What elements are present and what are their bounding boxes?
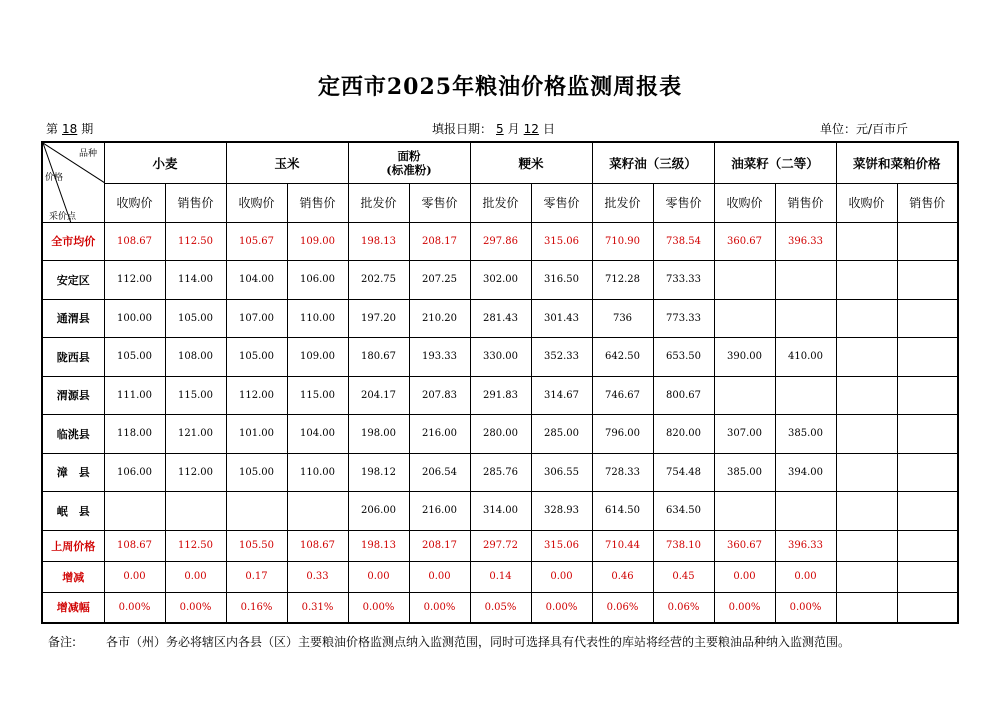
price-cell: 105.00 <box>226 338 287 377</box>
price-cell: 0.00 <box>409 561 470 592</box>
price-cell: 315.06 <box>531 530 592 561</box>
price-cell: 198.12 <box>348 453 409 492</box>
price-cell: 180.67 <box>348 338 409 377</box>
price-cell: 0.00% <box>104 592 165 623</box>
price-cell: 118.00 <box>104 415 165 454</box>
price-cell: 216.00 <box>409 415 470 454</box>
price-cell: 105.67 <box>226 222 287 261</box>
row-label: 增减 <box>42 561 104 592</box>
price-cell: 104.00 <box>226 261 287 300</box>
price-cell: 281.43 <box>470 299 531 338</box>
price-cell: 198.00 <box>348 415 409 454</box>
price-cell: 396.33 <box>775 530 836 561</box>
group-subname: (标准粉) <box>386 162 432 177</box>
group-header: 菜饼和菜粕价格 <box>836 142 958 183</box>
price-cell: 207.25 <box>409 261 470 300</box>
price-cell <box>775 376 836 415</box>
price-cell: 728.33 <box>592 453 653 492</box>
price-cell: 800.67 <box>653 376 714 415</box>
price-cell: 105.00 <box>104 338 165 377</box>
price-cell: 390.00 <box>714 338 775 377</box>
price-cell: 712.28 <box>592 261 653 300</box>
price-cell: 115.00 <box>165 376 226 415</box>
table-row <box>42 415 958 454</box>
price-cell: 0.00 <box>775 561 836 592</box>
group-header: 粳米 <box>470 142 592 183</box>
price-cell: 112.00 <box>165 453 226 492</box>
price-cell: 0.16% <box>226 592 287 623</box>
price-cell: 112.50 <box>165 530 226 561</box>
price-type-header: 批发价 <box>592 183 653 222</box>
group-header-row <box>42 142 958 183</box>
price-cell <box>775 299 836 338</box>
price-cell: 0.00% <box>531 592 592 623</box>
price-cell <box>897 530 958 561</box>
price-cell: 104.00 <box>287 415 348 454</box>
price-cell <box>897 492 958 531</box>
price-cell: 314.67 <box>531 376 592 415</box>
price-cell: 111.00 <box>104 376 165 415</box>
table-row <box>42 376 958 415</box>
price-cell <box>897 299 958 338</box>
price-cell: 653.50 <box>653 338 714 377</box>
price-cell <box>897 338 958 377</box>
price-cell: 107.00 <box>226 299 287 338</box>
date-month-char: 月 <box>507 122 520 136</box>
price-cell: 112.00 <box>226 376 287 415</box>
price-cell: 396.33 <box>775 222 836 261</box>
price-cell: 206.54 <box>409 453 470 492</box>
footnote-label: 备注: <box>48 635 77 649</box>
price-cell: 112.50 <box>165 222 226 261</box>
price-cell: 634.50 <box>653 492 714 531</box>
table-row <box>42 530 958 561</box>
price-cell: 210.20 <box>409 299 470 338</box>
price-cell <box>775 261 836 300</box>
corner-mid-label: 价格 <box>45 173 64 183</box>
date-day-char: 日 <box>542 122 555 136</box>
price-cell: 796.00 <box>592 415 653 454</box>
price-table <box>41 141 959 624</box>
period-suffix: 期 <box>81 122 94 136</box>
price-cell: 106.00 <box>287 261 348 300</box>
price-cell <box>836 338 897 377</box>
price-type-header: 销售价 <box>897 183 958 222</box>
price-cell: 208.17 <box>409 530 470 561</box>
price-cell <box>897 592 958 623</box>
price-cell: 302.00 <box>470 261 531 300</box>
price-cell: 106.00 <box>104 453 165 492</box>
price-cell: 0.46 <box>592 561 653 592</box>
price-cell: 105.00 <box>165 299 226 338</box>
price-cell: 315.06 <box>531 222 592 261</box>
price-cell <box>836 415 897 454</box>
price-type-header: 零售价 <box>531 183 592 222</box>
price-cell <box>836 222 897 261</box>
price-cell: 738.10 <box>653 530 714 561</box>
price-cell <box>165 492 226 531</box>
price-cell: 0.33 <box>287 561 348 592</box>
row-label: 岷 县 <box>42 492 104 531</box>
date-month: 5 <box>496 122 504 136</box>
price-cell <box>897 222 958 261</box>
corner-header <box>42 142 104 222</box>
price-cell: 0.00% <box>409 592 470 623</box>
price-cell: 301.43 <box>531 299 592 338</box>
price-type-header: 批发价 <box>348 183 409 222</box>
price-cell: 0.06% <box>592 592 653 623</box>
row-label: 通渭县 <box>42 299 104 338</box>
report-title: 定西市2025年粮油价格监测周报表 <box>317 74 683 100</box>
price-cell <box>104 492 165 531</box>
fill-date <box>432 120 555 137</box>
price-cell: 297.72 <box>470 530 531 561</box>
price-cell: 0.00 <box>714 561 775 592</box>
price-cell: 193.33 <box>409 338 470 377</box>
price-cell: 773.33 <box>653 299 714 338</box>
price-cell: 820.00 <box>653 415 714 454</box>
group-header: 油菜籽（二等） <box>714 142 836 183</box>
subheader-row <box>42 183 958 222</box>
price-cell: 108.67 <box>104 222 165 261</box>
price-type-header: 零售价 <box>409 183 470 222</box>
price-cell: 206.00 <box>348 492 409 531</box>
price-cell: 198.13 <box>348 222 409 261</box>
price-cell: 100.00 <box>104 299 165 338</box>
price-cell <box>836 299 897 338</box>
price-cell: 385.00 <box>775 415 836 454</box>
price-cell: 642.50 <box>592 338 653 377</box>
price-cell: 105.00 <box>226 453 287 492</box>
price-cell <box>714 376 775 415</box>
price-cell: 0.00% <box>714 592 775 623</box>
date-day: 12 <box>523 122 539 136</box>
price-type-header: 收购价 <box>104 183 165 222</box>
price-cell: 736 <box>592 299 653 338</box>
price-cell: 112.00 <box>104 261 165 300</box>
price-cell: 710.44 <box>592 530 653 561</box>
table-row <box>42 261 958 300</box>
price-cell <box>836 492 897 531</box>
price-cell: 410.00 <box>775 338 836 377</box>
table-row <box>42 338 958 377</box>
price-cell: 0.45 <box>653 561 714 592</box>
price-cell: 0.00 <box>348 561 409 592</box>
price-cell <box>714 261 775 300</box>
table-row <box>42 453 958 492</box>
price-type-header: 收购价 <box>714 183 775 222</box>
row-label: 增减幅 <box>42 592 104 623</box>
corner-top-label: 品种 <box>79 149 98 159</box>
price-cell: 110.00 <box>287 453 348 492</box>
table-row <box>42 492 958 531</box>
price-cell: 0.06% <box>653 592 714 623</box>
period-value: 18 <box>62 122 78 136</box>
price-cell: 0.00% <box>348 592 409 623</box>
price-cell <box>836 376 897 415</box>
price-cell <box>836 261 897 300</box>
price-cell: 738.54 <box>653 222 714 261</box>
price-cell: 297.86 <box>470 222 531 261</box>
price-cell <box>714 299 775 338</box>
price-cell: 216.00 <box>409 492 470 531</box>
price-cell <box>714 492 775 531</box>
price-cell: 352.33 <box>531 338 592 377</box>
price-cell <box>836 561 897 592</box>
price-cell: 0.00 <box>165 561 226 592</box>
price-cell <box>836 530 897 561</box>
price-cell: 360.67 <box>714 222 775 261</box>
price-cell <box>897 415 958 454</box>
price-cell: 394.00 <box>775 453 836 492</box>
price-cell: 108.00 <box>165 338 226 377</box>
price-cell: 109.00 <box>287 222 348 261</box>
price-cell <box>897 561 958 592</box>
price-cell: 110.00 <box>287 299 348 338</box>
price-cell <box>226 492 287 531</box>
table-row <box>42 561 958 592</box>
corner-bottom-label: 采价点 <box>49 212 77 222</box>
table-row <box>42 222 958 261</box>
table-row <box>42 299 958 338</box>
price-cell: 0.00 <box>104 561 165 592</box>
price-cell: 109.00 <box>287 338 348 377</box>
unit-label: 单位：元/百市斤 <box>820 122 909 136</box>
price-cell: 0.00 <box>531 561 592 592</box>
price-cell <box>897 453 958 492</box>
price-cell: 121.00 <box>165 415 226 454</box>
price-cell <box>897 261 958 300</box>
price-cell: 114.00 <box>165 261 226 300</box>
group-header <box>348 142 470 183</box>
price-cell: 328.93 <box>531 492 592 531</box>
price-cell: 197.20 <box>348 299 409 338</box>
price-cell: 198.13 <box>348 530 409 561</box>
price-cell: 0.00% <box>775 592 836 623</box>
price-cell: 0.17 <box>226 561 287 592</box>
price-cell: 285.00 <box>531 415 592 454</box>
price-cell <box>897 376 958 415</box>
price-cell: 360.67 <box>714 530 775 561</box>
group-name: 面粉 <box>397 148 421 163</box>
price-type-header: 销售价 <box>165 183 226 222</box>
price-cell: 280.00 <box>470 415 531 454</box>
price-cell: 202.75 <box>348 261 409 300</box>
price-cell: 614.50 <box>592 492 653 531</box>
row-label: 渭源县 <box>42 376 104 415</box>
price-type-header: 收购价 <box>836 183 897 222</box>
price-cell: 330.00 <box>470 338 531 377</box>
footnote-text: 各市（州）务必将辖区内各县（区）主要粮油价格监测点纳入监测范围，同时可选择具有代表性的库站将经营的主要粮油品种纳入监测范围。 <box>106 635 851 649</box>
price-cell: 754.48 <box>653 453 714 492</box>
date-label: 填报日期： <box>432 122 493 136</box>
row-label: 临洮县 <box>42 415 104 454</box>
footnote <box>48 633 850 650</box>
row-label: 上周价格 <box>42 530 104 561</box>
group-header: 玉米 <box>226 142 348 183</box>
price-type-header: 销售价 <box>775 183 836 222</box>
period-prefix: 第 <box>46 122 59 136</box>
price-cell: 105.50 <box>226 530 287 561</box>
price-cell: 0.05% <box>470 592 531 623</box>
table-row <box>42 592 958 623</box>
price-cell: 306.55 <box>531 453 592 492</box>
price-cell: 108.67 <box>104 530 165 561</box>
price-cell: 291.83 <box>470 376 531 415</box>
price-cell: 207.83 <box>409 376 470 415</box>
row-label: 全市均价 <box>42 222 104 261</box>
price-cell: 316.50 <box>531 261 592 300</box>
group-header: 小麦 <box>104 142 226 183</box>
group-header: 菜籽油（三级） <box>592 142 714 183</box>
price-cell: 0.14 <box>470 561 531 592</box>
price-cell: 385.00 <box>714 453 775 492</box>
price-cell: 307.00 <box>714 415 775 454</box>
row-label: 陇西县 <box>42 338 104 377</box>
price-type-header: 收购价 <box>226 183 287 222</box>
price-cell <box>836 453 897 492</box>
row-label: 漳 县 <box>42 453 104 492</box>
price-cell: 101.00 <box>226 415 287 454</box>
price-cell: 710.90 <box>592 222 653 261</box>
price-type-header: 销售价 <box>287 183 348 222</box>
price-cell: 285.76 <box>470 453 531 492</box>
price-cell <box>287 492 348 531</box>
price-type-header: 批发价 <box>470 183 531 222</box>
price-cell <box>836 592 897 623</box>
price-type-header: 零售价 <box>653 183 714 222</box>
price-cell: 0.00% <box>165 592 226 623</box>
price-cell: 0.31% <box>287 592 348 623</box>
price-cell: 733.33 <box>653 261 714 300</box>
price-cell <box>775 492 836 531</box>
period-number <box>46 120 93 137</box>
price-cell: 746.67 <box>592 376 653 415</box>
price-cell: 204.17 <box>348 376 409 415</box>
row-label: 安定区 <box>42 261 104 300</box>
price-cell: 208.17 <box>409 222 470 261</box>
price-cell: 115.00 <box>287 376 348 415</box>
price-cell: 314.00 <box>470 492 531 531</box>
price-cell: 108.67 <box>287 530 348 561</box>
